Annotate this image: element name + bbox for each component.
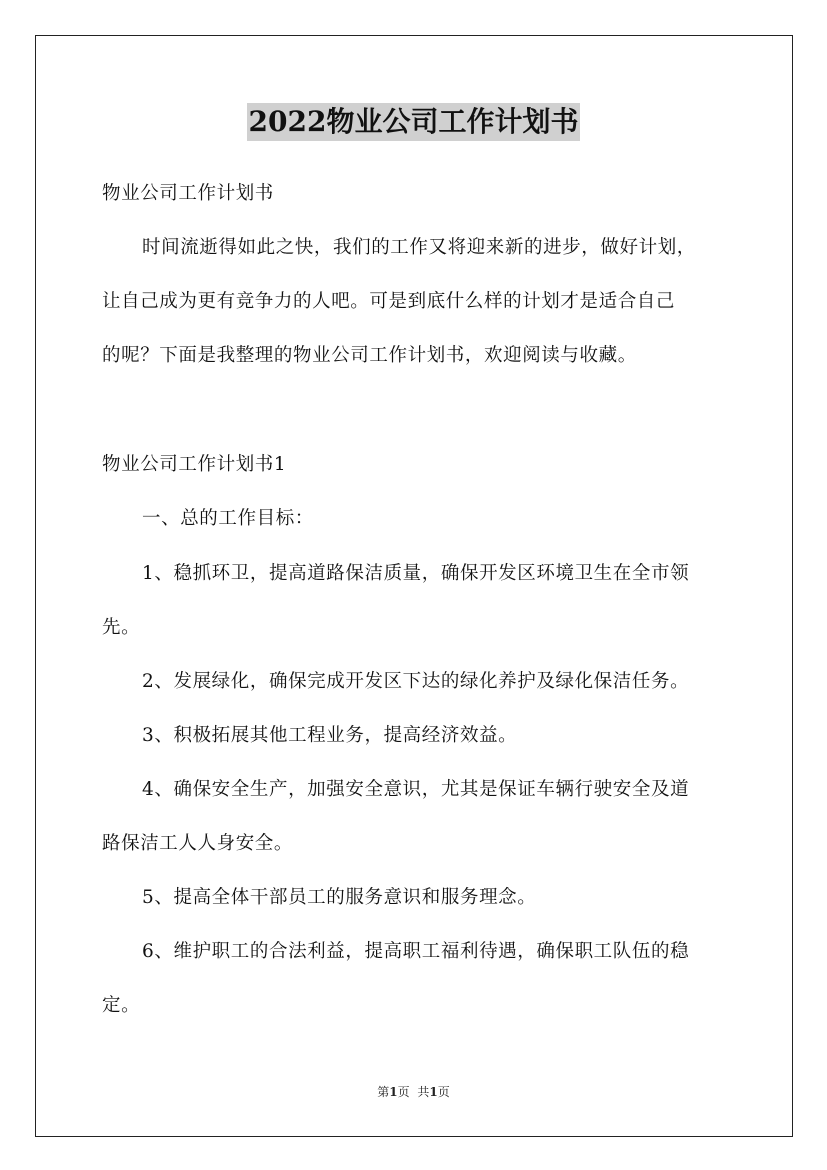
- page-prefix: 第: [377, 1085, 390, 1099]
- list-item: 5、提高全体干部员工的服务意识和服务理念。: [142, 887, 537, 908]
- list-item: 3、积极拓展其他工程业务，提高经济效益。: [142, 725, 518, 746]
- page-suffix: 页: [397, 1085, 410, 1099]
- paragraph-line: 时间流逝得如此之快，我们的工作又将迎来新的进步，做好计划，: [142, 237, 696, 258]
- list-item: 6、维护职工的合法利益，提高职工福利待遇，确保职工队伍的稳: [142, 941, 690, 962]
- list-item: 1、稳抓环卫，提高道路保洁质量，确保开发区环境卫生在全市领: [142, 563, 690, 584]
- total-prefix: 共: [417, 1085, 430, 1099]
- total-pages: 1: [429, 1085, 438, 1099]
- paragraph-line: 让自己成为更有竞争力的人吧。可是到底什么样的计划才是适合自己: [102, 291, 676, 312]
- section-heading: 物业公司工作计划书1: [102, 454, 287, 475]
- list-item: 2、发展绿化，确保完成开发区下达的绿化养护及绿化保洁任务。: [142, 671, 690, 692]
- list-heading: 一、总的工作目标：: [142, 508, 314, 529]
- page-footer: [0, 1083, 827, 1100]
- total-suffix: 页: [437, 1085, 450, 1099]
- list-item-continuation: 路保洁工人人身安全。: [102, 833, 294, 854]
- title-container: [0, 103, 827, 141]
- list-item-continuation: 先。: [102, 617, 141, 638]
- list-item-continuation: 定。: [102, 995, 141, 1016]
- page-number: 1: [389, 1085, 398, 1099]
- paragraph-line: 的呢？下面是我整理的物业公司工作计划书，欢迎阅读与收藏。: [102, 345, 637, 366]
- document-title: 2022物业公司工作计划书: [247, 103, 581, 141]
- section-heading: 物业公司工作计划书: [102, 183, 274, 204]
- list-item: 4、确保安全生产，加强安全意识，尤其是保证车辆行驶安全及道: [142, 779, 690, 800]
